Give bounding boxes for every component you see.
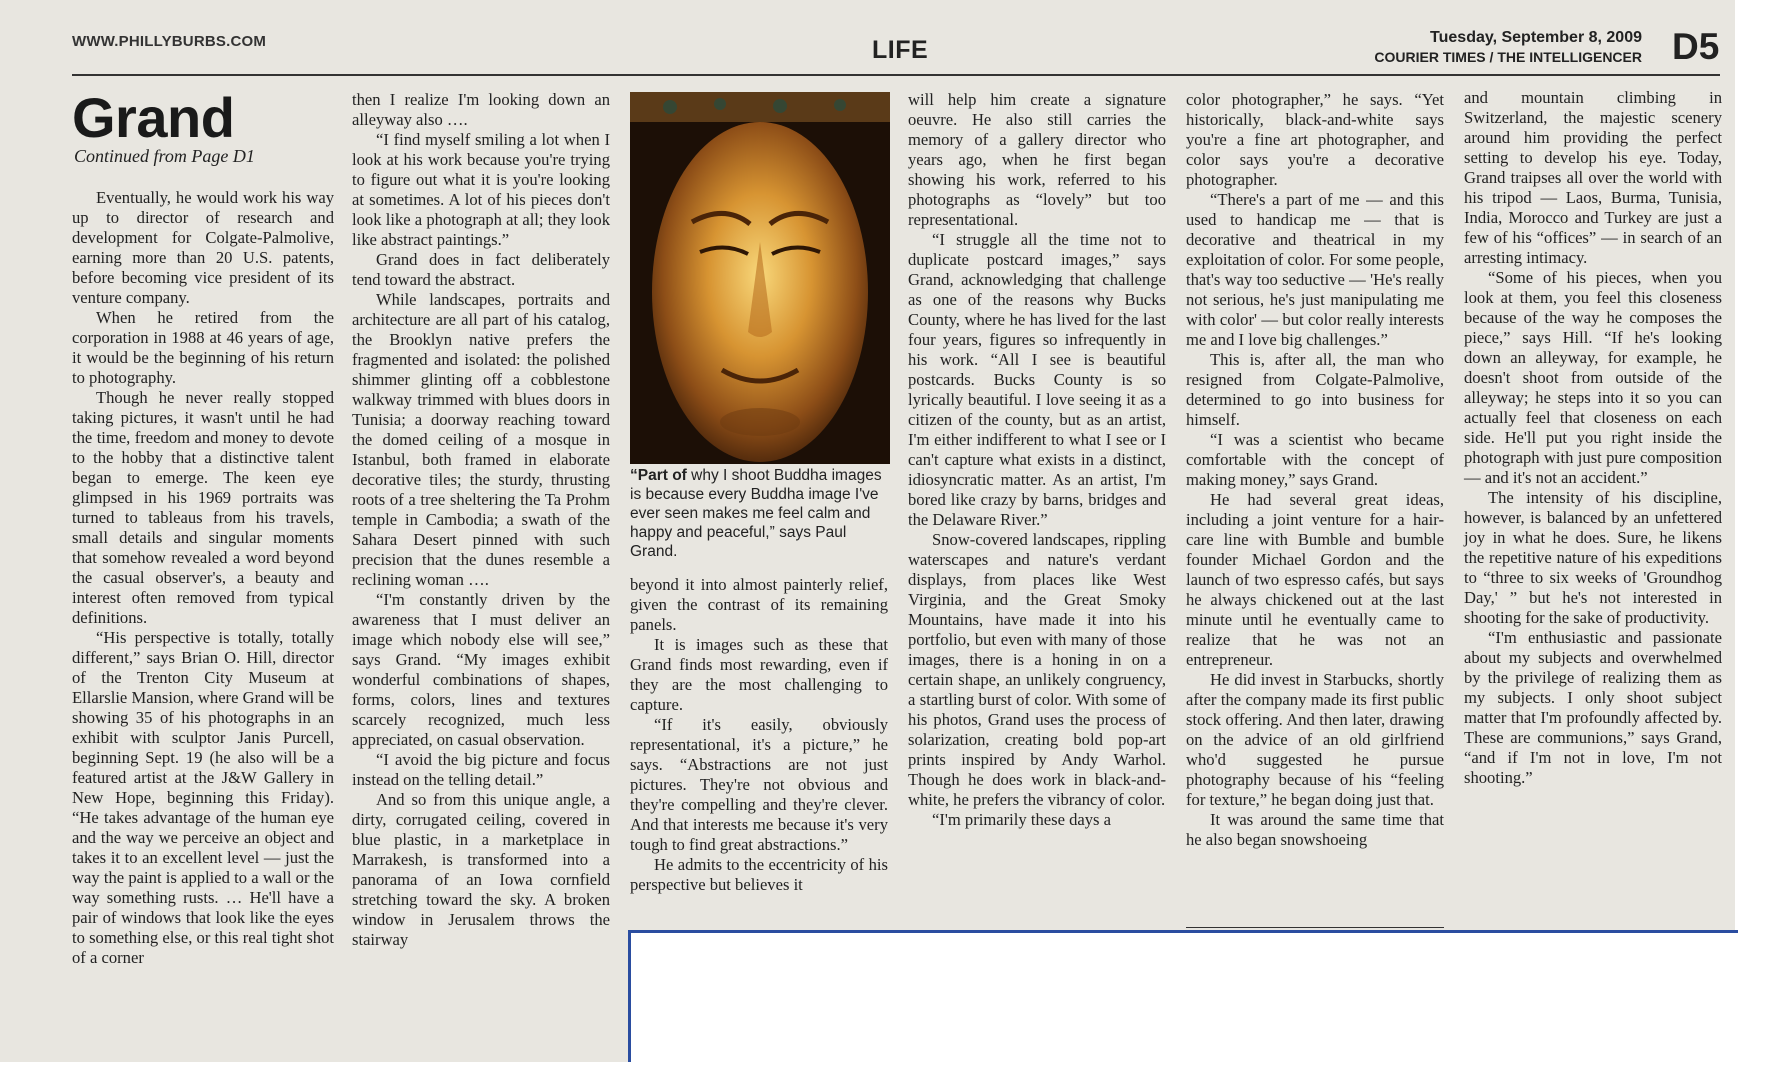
- masthead-date-block: [1374, 28, 1642, 66]
- article-column-6: [1464, 88, 1722, 788]
- article-paragraph: The intensity of his discipline, however, is balanced by an unfettered joy in what he does. Sure, he likens the repetitive nature of his expeditions to “three to six weeks of 'Groundhog Day,' ” but he's not interested in shooting for the sake of productivity.: [1464, 488, 1722, 627]
- article-paragraph: He admits to the eccentricity of his perspective but believes it: [630, 855, 888, 894]
- caption-lead: “Part of: [630, 467, 687, 484]
- page-number: D5: [1672, 26, 1720, 67]
- article-paragraph: color photographer,” he says. “Yet historically, black-and-white says you're a fine art photographer, and color says you're a decorative photographer.: [1186, 90, 1444, 189]
- column-end-rule: [1186, 927, 1444, 928]
- article-paragraph: When he retired from the corporation in 1988 at 46 years of age, it would be the beginning of his return to photography.: [72, 308, 334, 387]
- article-paragraph: “Some of his pieces, when you look at them, you feel this closeness because of the way he composes the piece,” says Hill. “If he's looking down an alleyway, for example, he doesn't shoot from outside of the alleyway; he steps into it so you can actually feel that closeness on each side. He'll put you right inside the photograph with just pure composition — and it's not an accident.”: [1464, 268, 1722, 487]
- article-column-3: [630, 575, 888, 895]
- article-column-4: [908, 90, 1166, 830]
- blank-ad-box: [628, 930, 1738, 1076]
- article-paragraph: “I struggle all the time not to duplicate postcard images,” says Grand, acknowledging that challenge as one of the reasons why Bucks County, where he has lived for the last four years, figures so infrequently in his work. “All I see is beautiful postcards. Bucks County is so lyrically beautiful. I love seeing it as a citizen of the county, but as an artist, I'm either indifferent to what I see or I can't capture what exists in a distinct, idiosyncratic matter. As an artist, I'm bored like crazy by barns, bridges and the Delaware River.”: [908, 230, 1166, 529]
- article-paragraph: It is images such as these that Grand finds most rewarding, even if they are the most challenging to capture.: [630, 635, 888, 714]
- article-paragraph: And so from this unique angle, a dirty, corrugated ceiling, covered in blue plastic, in a marketplace in Marrakesh, is transformed into a panorama of an Iowa cornfield stretching toward the sky. A broken window in Jerusalem throws the stairway: [352, 790, 610, 949]
- caption-text: why I shoot Buddha images is because every Buddha image I've ever seen makes me feel calm and happy and peaceful,” says Paul Grand.: [630, 467, 882, 560]
- article-paragraph: This is, after all, the man who resigned from Colgate-Palmolive, determined to go into business for himself.: [1186, 350, 1444, 429]
- article-paragraph: “I was a scientist who became comfortable with the concept of making money,” says Grand.: [1186, 430, 1444, 489]
- article-paragraph: Grand does in fact deliberately tend toward the abstract.: [352, 250, 610, 289]
- article-paragraph: beyond it into almost painterly relief, given the contrast of its remaining panels.: [630, 575, 888, 634]
- article-headline: Grand: [72, 86, 235, 149]
- article-paragraph: He had several great ideas, including a joint venture for a hair-care line with Bumble and bumble founder Michael Gordon and the launch of two espresso cafés, but says he always chickened out at the last minute until he eventually came to realize that he was not an entrepreneur.: [1186, 490, 1444, 669]
- article-paragraph: “I'm enthusiastic and passionate about my subjects and overwhelmed by the privilege of realizing them as my subjects. I only shoot subject matter that I'm profoundly affected by. These are communions,” says Grand, “and if I'm not in love, I'm not shooting.”: [1464, 628, 1722, 787]
- article-paragraph: “I avoid the big picture and focus instead on the telling detail.”: [352, 750, 610, 789]
- article-paragraph: Though he never really stopped taking pictures, it wasn't until he had the time, freedom and money to devote to the hobby that a distinctive talent began to emerge. The keen eye glimpsed in his 1969 portraits was turned to tableaus from his travels, small details and singular moments that somehow revealed a word beyond the casual observer's, a beauty and interest often removed from typical definitions.: [72, 388, 334, 627]
- scan-margin-right: [1735, 0, 1790, 1076]
- article-paragraph: “I'm primarily these days a: [932, 810, 1112, 829]
- article-paragraph: “There's a part of me — and this used to handicap me — that is decorative and theatrical in my exploitation of color. For some people, that's way too seductive — 'He's really not serious, he's just manipulating me with color' — but color really interests me and I love big challenges.”: [1186, 190, 1444, 349]
- article-paragraph: then I realize I'm looking down an alleyway also ….: [352, 90, 610, 129]
- article-column-1: [72, 188, 334, 968]
- article-column-5: [1186, 90, 1444, 850]
- article-paragraph: Eventually, he would work his way up to director of research and development for Colgate-Palmolive, earning more than 20 U.S. patents, before becoming vice president of its venture company.: [72, 188, 334, 307]
- article-paragraph: “I find myself smiling a lot when I look at his work because you're trying to figure out what it is you're looking at sometimes. A lot of his pieces don't look like a photograph at all; they look like abstract paintings.”: [352, 130, 610, 249]
- buddha-face-photo: [630, 92, 890, 464]
- article-paragraph: will help him create a signature oeuvre. He also still carries the memory of a gallery director who years ago, when he first began showing his work, referred to his photographs as “lovely” but too representational.: [908, 90, 1166, 229]
- article-column-2: [352, 90, 610, 950]
- article-paragraph: “I'm constantly driven by the awareness that I must deliver an image which nobody else will see,” says Grand. “My images exhibit wonderful combinations of shapes, forms, colors, lines and textures scarcely recognized, much less appreciated, on casual observation.: [352, 590, 610, 749]
- photo-caption: [630, 466, 890, 561]
- website-url: WWW.PHILLYBURBS.COM: [72, 33, 267, 50]
- section-title: LIFE: [872, 36, 929, 64]
- article-paragraph: and mountain climbing in Switzerland, the majestic scenery around him providing the perfect setting to develop his eye. Today, Grand traipses all over the world with his tripod — Laos, Burma, Tunisia, India, Morocco and Turkey are just a few of his “offices” — in search of an arresting intimacy.: [1464, 88, 1722, 267]
- paper-name: COURIER TIMES / THE INTELLIGENCER: [1374, 49, 1642, 65]
- article-paragraph: While landscapes, portraits and architecture are all part of his catalog, the Brooklyn native prefers the fragmented and isolated: the polished shimmer glinting off a cobblestone walkway trimmed with blues doors in Tunisia; a doorway reaching toward the domed ceiling of a mosque in Istanbul, both framed in elaborate decorative tiles; the sturdy, thrusting roots of a tree sheltering the Ta Prohm temple in Cambodia; a swath of the Sahara Desert pinned with such precision that the dunes resemble a reclining woman ….: [352, 290, 610, 589]
- issue-date: Tuesday, September 8, 2009: [1430, 29, 1642, 46]
- article-paragraph: “His perspective is totally, totally different,” says Brian O. Hill, director of the Trenton City Museum at Ellarslie Mansion, where Grand will be showing 35 of his photographs in an exhibit with sculptor Janis Purcell, beginning Sept. 19 (he also will be a featured artist at the J&W Gallery in New Hope, beginning this Friday). “He takes advantage of the human eye and the way we perceive an object and takes it to an excellent level — just the way the paint is applied to a wall or the way something rusts. … He'll have a pair of windows that look like the eyes to something else, or this real tight shot of a corner: [72, 628, 334, 967]
- article-paragraph: Snow-covered landscapes, rippling waterscapes and nature's verdant displays, from places like West Virginia, and the Great Smoky Mountains, have made it into his portfolio, but even with many of those images, there is a honing in on a certain shape, an unlikely congruency, a startling burst of color. With some of his photos, Grand uses the process of solarization, creating bold pop-art prints inspired by Andy Warhol. Though he does work in black-and-white, he prefers the vibrancy of color.: [908, 530, 1166, 809]
- scan-margin-bottom: [0, 1062, 1790, 1076]
- header-rule: [72, 74, 1720, 76]
- article-paragraph: It was around the same time that he also began snowshoeing: [1186, 810, 1444, 849]
- article-paragraph: “If it's easily, obviously representational, it's a picture,” he says. “Abstractions are not just pictures. They're not obvious and they're compelling and they're clever. And that interests me because it's very tough to find great abstractions.”: [630, 715, 888, 854]
- jump-line: Continued from Page D1: [74, 146, 255, 166]
- buddha-face-icon: [630, 92, 890, 464]
- article-paragraph: He did invest in Starbucks, shortly after the company made its first public stock offering. And then later, drawing on the advice of an old girlfriend who'd suggested he pursue photography because of his “feeling for texture,” he began doing just that.: [1186, 670, 1444, 809]
